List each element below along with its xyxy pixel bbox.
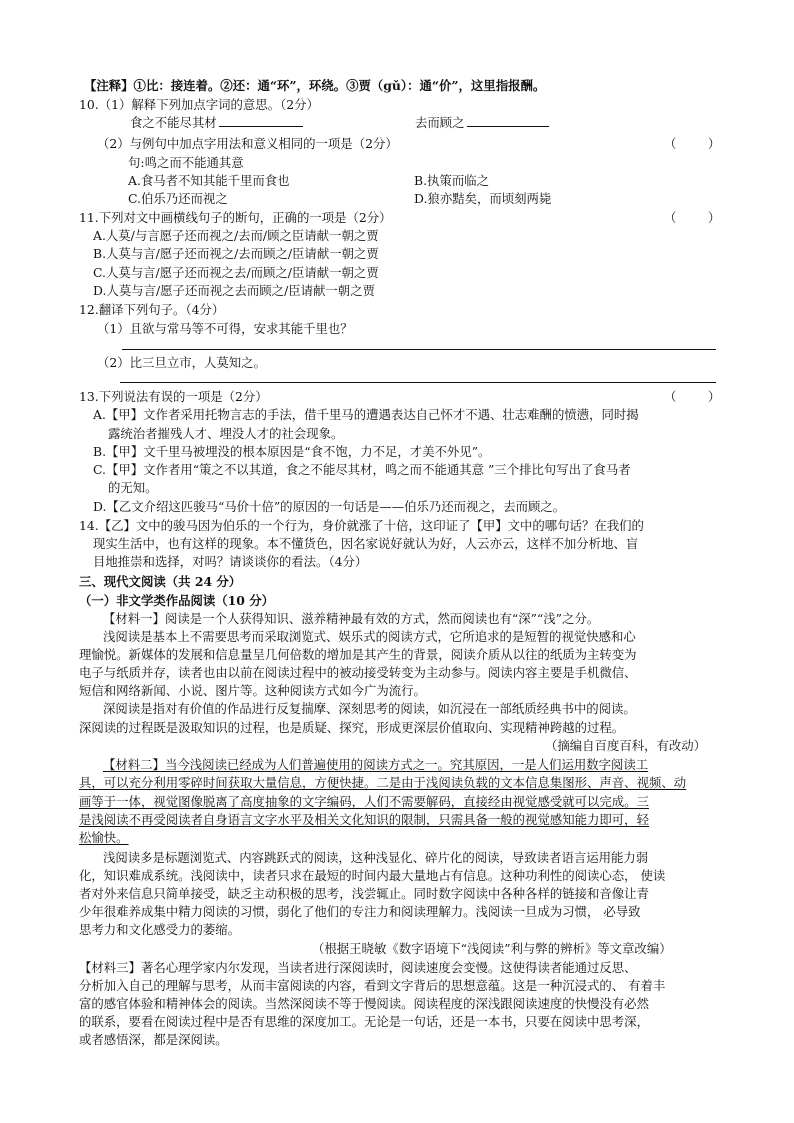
material-3-line-1: 【材料三】著名心理学家内尔发现，当读者进行深阅读时，阅读速度会变慢。这使得读者能通过反思、 xyxy=(79,960,637,975)
q12-answer-line-1[interactable] xyxy=(122,349,716,350)
material-2-source: （根据王晓敏《数字语境下“浅阅读”利与弊的辨析》等文章改编） xyxy=(312,941,672,956)
q13-option-d: D.【乙文介绍这匹骏马“马价十倍”的原因的一句话是——伯乐乃还而视之，去而顾之。 xyxy=(93,499,566,514)
q10-stem: 10.（1）解释下列加点字词的意思。（2分） xyxy=(79,97,319,112)
q13-answer-paren[interactable]: （ ） xyxy=(664,389,721,404)
q10-option-d: D.狼亦黠矣，而顷刻两毙 xyxy=(414,191,552,206)
q10-part2-stem: （2）与例句中加点字用法和意义相同的一项是（2分） xyxy=(97,136,398,151)
q12-sentence-1: （1）且欲与常马等不可得，安求其能千里也？ xyxy=(97,321,353,336)
material-1-line-2: 浅阅读是基本上不需要思考而采取浏览式、娱乐式的阅读方式，它所追求的是短暂的视觉快感和心 xyxy=(103,629,636,644)
material-3-line-2: 分析加入自己的理解与思考，从而丰富阅读的内容，看到文字背后的思想意蕴。这是一种沉浸式的、 有着丰 xyxy=(79,978,666,993)
q10-item-b-text: 去而顾之 xyxy=(415,115,465,130)
q14-line-3: 目地推崇和选择，对吗？请谈谈你的看法。（4分） xyxy=(93,554,368,569)
material-3-line-4: 的联系，要看在阅读过程中是否有思维的深度加工。无论是一句话，还是一本书，只要在阅读中思考深， xyxy=(79,1014,649,1029)
q11-answer-paren[interactable]: （ ） xyxy=(664,210,721,225)
material-1-line-4: 电子与纸质并存，读者也由以前在阅读过程中的被动接受转变为主动参与。阅读内容主要是手机微信、 xyxy=(79,665,637,680)
material-2-line-2: 具，可以充分利用零碎时间获取大量信息，方便快捷。二是由于浅阅读负载的文本信息集图形、声音、视频、动 xyxy=(79,775,687,790)
q11-option-d: D.人莫与言/愿子还而视之去而顾之/臣请献一朝之贾 xyxy=(93,283,375,298)
material-1-line-1: 【材料一】阅读是一个人获得知识、滋养精神最有效的方式，然而阅读也有“深”“浅”之分。 xyxy=(103,611,600,626)
q10-answer-paren[interactable]: （ ） xyxy=(664,136,721,151)
q11-option-c: C.人莫与言/愿子还而视之去/而顾之/臣请献一朝之贾 xyxy=(93,265,379,280)
q12-answer-line-2[interactable] xyxy=(120,382,716,383)
material-3-line-5: 或者感悟深，都是深阅读。 xyxy=(79,1032,228,1047)
q13-option-b: B.【甲】文千里马被埋没的根本原因是“食不饱，力不足，才美不外见”。 xyxy=(93,444,491,459)
material-2-line-5: 松愉快。 xyxy=(79,830,129,845)
q14-line-1: 14.【乙】文中的骏马因为伯乐的一个行为，身价就涨了十倍，这印证了【甲】文中的哪句话？在我们的 xyxy=(79,518,644,533)
material-2-line-1: 【材料二】当今浅阅读已经成为人们普遍使用的阅读方式之一。究其原因，一是人们运用数字阅读工 xyxy=(103,757,649,772)
material-2-line-7: 化，知识难成系统。浅阅读中，读者只求在最短的时间内最大量地占有信息。这种功利性的阅读心态， 使读 xyxy=(79,868,666,883)
q13-option-a-line2: 露统治者摧残人才、埋没人才的社会现象。 xyxy=(108,426,344,441)
q10-item-b-blank[interactable] xyxy=(467,114,549,127)
material-1-line-7: 深阅读的过程既是汲取知识的过程，也是质疑、探究，形成更深层价值取向、实现精神跨越的过程。 xyxy=(79,720,625,735)
material-1-line-5: 短信和网络新闻、小说、图片等。这种阅读方式如今广为流行。 xyxy=(79,683,426,698)
material-1-line-6: 深阅读是指对有价值的作品进行反复揣摩、深刻思考的阅读，如沉浸在一部纸质经典书中的阅读。 xyxy=(103,701,636,716)
material-1-line-3: 理愉悦。新媒体的发展和信息量呈几何倍数的增加是其产生的背景，阅读介质从以往的纸质为主转变为 xyxy=(79,647,637,662)
section-3-heading: 三、现代文阅读（共 24 分） xyxy=(79,574,242,589)
q10-option-b: B.执策而临之 xyxy=(414,173,489,188)
material-2-line-10: 思考力和文化感受力的萎缩。 xyxy=(79,922,241,937)
q13-option-c-line2: 的无知。 xyxy=(108,480,158,495)
q13-option-c-line1: C.【甲】文作者用“策之不以其道，食之不能尽其材，鸣之而不能通其意 ”三个排比句写出了食马者 xyxy=(93,462,631,477)
q10-example: 句:鸣之而不能通其意 xyxy=(128,155,244,170)
material-2-line-8: 者对外来信息只简单接受，缺乏主动积极的思考，浅尝辄止。同时数字阅读中各种各样的链接和音像让青 xyxy=(79,886,649,901)
q10-option-a: A.食马者不知其能千里而食也 xyxy=(128,173,290,188)
q10-option-c: C.伯乐乃还而视之 xyxy=(128,191,228,206)
q13-option-a-line1: A.【甲】文作者采用托物言志的手法，借千里马的遭遇表达自己怀才不遇、壮志难酬的愤懑，同时揭 xyxy=(93,407,639,422)
q12-sentence-2: （2）比三旦立市，人莫知之。 xyxy=(97,355,266,370)
q11-option-a: A.人莫/与言愿子还而视之/去而/顾之臣请献一朝之贾 xyxy=(93,228,379,243)
q12-stem: 12.翻译下列句子。（4分） xyxy=(79,302,225,317)
material-3-line-3: 富的感官体验和精神体会的阅读。当然深阅读不等于慢阅读。阅读程度的深浅跟阅读速度的快慢没有必然 xyxy=(79,996,649,1011)
annotation-note: 【注释】①比：接连着。②还：通“环”，环绕。③贾（gǔ）：通“价”，这里指报酬。 xyxy=(84,78,546,93)
q14-line-2: 现实生活中，也有这样的现象。本不懂货色，因名家说好就认为好，人云亦云，这样不加分析地、盲 xyxy=(93,536,639,551)
material-2-line-9: 少年很难养成集中精力阅读的习惯，弱化了他们的专注力和阅读理解力。浅阅读一旦成为习惯， 必导致 xyxy=(79,904,641,919)
q10-item-a xyxy=(130,114,303,132)
q10-item-a-text: 食之不能尽其材 xyxy=(130,115,217,130)
q13-stem: 13.下列说法有误的一项是（2分） xyxy=(79,389,268,404)
q10-item-a-blank[interactable] xyxy=(219,114,303,127)
q11-stem: 11.下列对文中画横线句子的断句，正确的一项是（2分） xyxy=(79,210,392,225)
q10-item-b xyxy=(415,114,549,132)
material-2-line-4: 是浅阅读不再受阅读者自身语言文字水平及相关文化知识的限制，只需具备一般的视觉感知能力即可，轻 xyxy=(79,812,649,827)
q11-option-b: B.人莫与言/愿子还而视之/去而顾之/臣请献一朝之贾 xyxy=(93,246,379,261)
material-1-source: （摘编自百度百科，有改动） xyxy=(545,738,707,753)
material-2-line-6: 浅阅读多是标题浏览式、内容跳跃式的阅读，这种浅显化、碎片化的阅读，导致读者语言运用能力弱 xyxy=(103,850,649,865)
subsection-1-heading: （一）非文学类作品阅读（10 分） xyxy=(79,593,275,608)
material-2-line-3: 画等于一体，视觉图像脱离了高度抽象的文字编码，人们不需要解码，直接经由视觉感受就可以完成。三 xyxy=(79,794,649,809)
